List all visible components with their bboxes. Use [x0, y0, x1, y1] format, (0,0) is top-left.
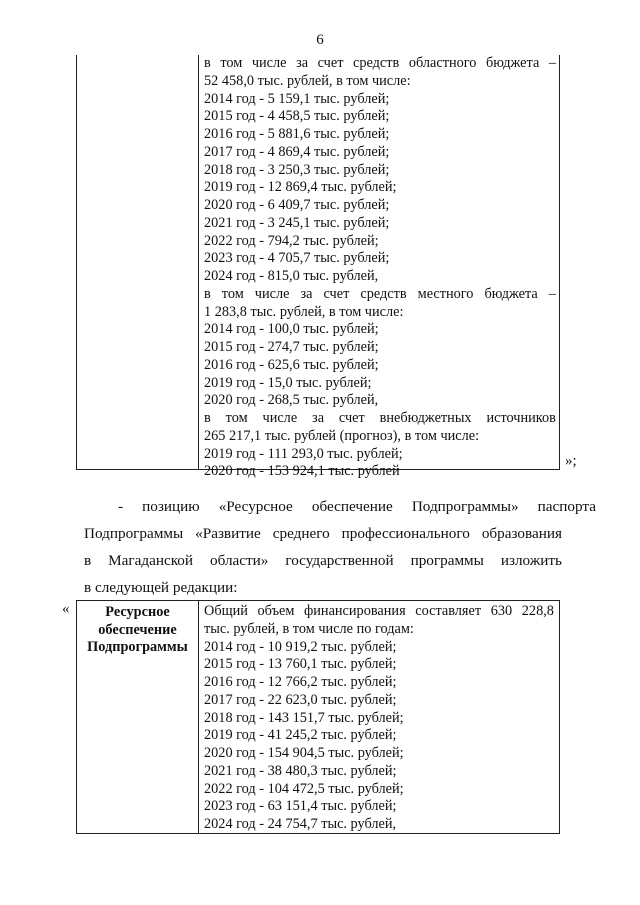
- header-line: Подпрограммы: [87, 639, 188, 656]
- closing-quote: »;: [565, 453, 577, 469]
- row-header-cell: [77, 604, 198, 657]
- header-line: обеспечение: [98, 621, 177, 638]
- text-line: 2016 год - 12 766,2 тыс. рублей;: [204, 674, 397, 690]
- text-line: 2017 год - 4 869,4 тыс. рублей;: [204, 143, 390, 160]
- text-line: 2023 год - 4 705,7 тыс. рублей;: [204, 250, 390, 267]
- text-line: 2015 год - 13 760,1 тыс. рублей;: [204, 656, 397, 673]
- text-line: в том числе за счет внебюджетных источников: [204, 410, 556, 426]
- paragraph-line: Подпрограммы «Развитие среднего профессионального образования: [84, 525, 562, 542]
- text-line: 2019 год - 41 245,2 тыс. рублей;: [204, 727, 397, 744]
- text-line: 1 283,8 тыс. рублей, в том числе:: [204, 303, 404, 320]
- text-line: 2014 год - 10 919,2 тыс. рублей;: [204, 638, 397, 655]
- page-number: 6: [316, 32, 324, 48]
- paragraph-line: - позицию «Ресурсное обеспечение Подпрограммы» паспорта: [118, 498, 596, 515]
- text-line: в том числе за счет средств областного бюджета –: [204, 55, 556, 71]
- text-line: в том числе за счет средств местного бюджета –: [204, 285, 556, 302]
- text-line: Общий объем финансирования составляет 630 228,8: [204, 603, 554, 619]
- table-column-divider: [198, 55, 199, 469]
- paragraph-line: в Магаданской области» государственной программы изложить: [84, 552, 562, 569]
- text-line: 2020 год - 6 409,7 тыс. рублей;: [204, 197, 390, 213]
- text-line: 2015 год - 4 458,5 тыс. рублей;: [204, 108, 390, 125]
- opening-quote: «: [62, 601, 70, 617]
- table-column-divider: [198, 601, 199, 833]
- instruction-paragraph: [84, 493, 596, 601]
- text-line: 2018 год - 143 151,7 тыс. рублей;: [204, 709, 404, 726]
- text-line: 2015 год - 274,7 тыс. рублей;: [204, 339, 379, 355]
- text-line: 2019 год - 111 293,0 тыс. рублей;: [204, 445, 403, 462]
- funding-table-continued: [76, 55, 560, 480]
- paragraph-line: в следующей редакции:: [84, 579, 238, 596]
- text-line: 2017 год - 22 623,0 тыс. рублей;: [204, 691, 397, 708]
- text-line: 2020 год - 154 904,5 тыс. рублей;: [204, 745, 404, 761]
- text-line: 2024 год - 24 754,7 тыс. рублей,: [204, 816, 397, 832]
- text-line: 265 217,1 тыс. рублей (прогноз), в том числе:: [204, 427, 480, 444]
- text-line: 52 458,0 тыс. рублей, в том числе:: [204, 72, 411, 89]
- text-line: 2021 год - 3 245,1 тыс. рублей;: [204, 214, 390, 231]
- text-line: 2022 год - 104 472,5 тыс. рублей;: [204, 780, 404, 797]
- text-line: 2016 год - 5 881,6 тыс. рублей;: [204, 126, 390, 142]
- text-line: 2023 год - 63 151,4 тыс. рублей;: [204, 798, 397, 815]
- text-line: 2019 год - 15,0 тыс. рублей;: [204, 374, 372, 391]
- text-line: 2024 год - 815,0 тыс. рублей,: [204, 268, 379, 284]
- text-line: 2020 год - 268,5 тыс. рублей,: [204, 392, 379, 409]
- text-line: 2019 год - 12 869,4 тыс. рублей;: [204, 179, 397, 196]
- resource-table: [76, 600, 560, 834]
- text-line: 2021 год - 38 480,3 тыс. рублей;: [204, 762, 397, 779]
- text-line: тыс. рублей, в том числе по годам:: [204, 620, 414, 637]
- text-line: 2014 год - 100,0 тыс. рублей;: [204, 321, 379, 338]
- text-line: 2018 год - 3 250,3 тыс. рублей;: [204, 161, 390, 178]
- text-line: 2014 год - 5 159,1 тыс. рублей;: [204, 90, 390, 107]
- header-line: Ресурсное: [105, 604, 170, 620]
- text-line: 2020 год - 153 924,1 тыс. рублей: [204, 463, 400, 480]
- text-line: 2016 год - 625,6 тыс. рублей;: [204, 356, 379, 373]
- text-line: 2022 год - 794,2 тыс. рублей;: [204, 232, 379, 249]
